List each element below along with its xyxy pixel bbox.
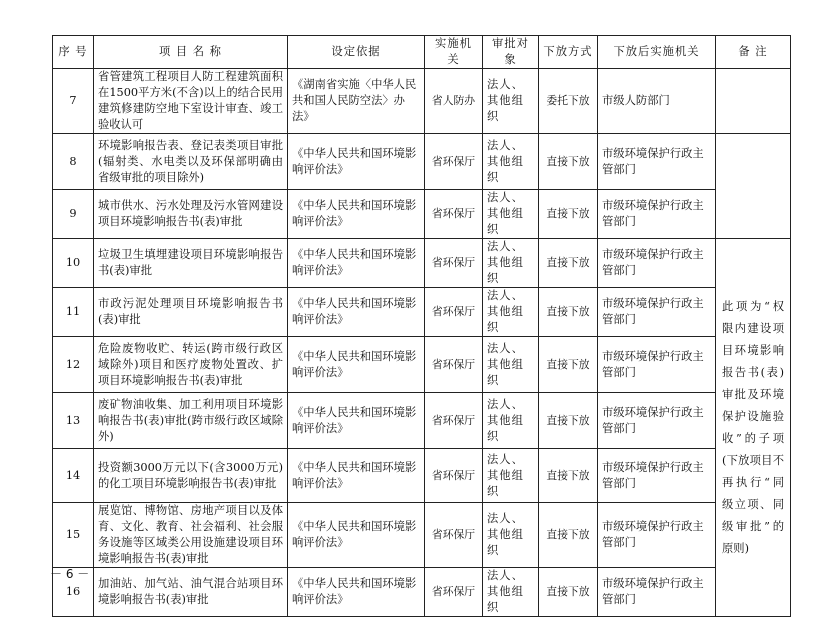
post-delegation-agency-cell: 市级环境保护行政主管部门 <box>598 288 716 337</box>
implementing-agency-cell: 省环保厅 <box>425 288 483 337</box>
table-body <box>53 69 791 617</box>
remark-cell <box>716 134 791 239</box>
legal-basis-cell: 《中华人民共和国环境影响评价法》 <box>288 568 425 617</box>
header-mode: 下放方式 <box>539 36 598 69</box>
row-number-cell: 13 <box>53 393 94 449</box>
post-delegation-agency-cell: 市级环境保护行政主管部门 <box>598 393 716 449</box>
table-row <box>53 69 791 134</box>
delegation-mode-cell: 直接下放 <box>539 337 598 393</box>
row-number-cell: 8 <box>53 134 94 190</box>
header-name: 项 目 名 称 <box>94 36 288 69</box>
table-row <box>53 449 791 503</box>
legal-basis-cell: 《中华人民共和国环境影响评价法》 <box>288 239 425 288</box>
legal-basis-cell: 《中华人民共和国环境影响评价法》 <box>288 503 425 568</box>
row-number-cell: 12 <box>53 337 94 393</box>
project-name-cell: 废矿物油收集、加工利用项目环境影响报告书(表)审批(跨市级行政区域除外) <box>94 393 288 449</box>
approval-target-cell: 法人、其他组织 <box>483 568 539 617</box>
table-row <box>53 503 791 568</box>
approval-target-cell: 法人、其他组织 <box>483 134 539 190</box>
legal-basis-cell: 《中华人民共和国环境影响评价法》 <box>288 393 425 449</box>
implementing-agency-cell: 省人防办 <box>425 69 483 134</box>
delegation-mode-cell: 直接下放 <box>539 449 598 503</box>
implementing-agency-cell: 省环保厅 <box>425 568 483 617</box>
table-row <box>53 134 791 190</box>
table-row <box>53 337 791 393</box>
project-name-cell: 展览馆、博物馆、房地产项目以及体育、文化、教育、社会福利、社会服务设施等区域类公用设施建设项目环境影响报告书(表)审批 <box>94 503 288 568</box>
approval-target-cell: 法人、其他组织 <box>483 449 539 503</box>
remark-cell <box>716 69 791 134</box>
legal-basis-cell: 《中华人民共和国环境影响评价法》 <box>288 134 425 190</box>
delegation-mode-cell: 直接下放 <box>539 134 598 190</box>
approval-target-cell: 法人、其他组织 <box>483 239 539 288</box>
implementing-agency-cell: 省环保厅 <box>425 449 483 503</box>
delegation-mode-cell: 直接下放 <box>539 568 598 617</box>
delegation-mode-cell: 直接下放 <box>539 393 598 449</box>
delegation-mode-cell: 直接下放 <box>539 190 598 239</box>
table-row <box>53 393 791 449</box>
implementing-agency-cell: 省环保厅 <box>425 337 483 393</box>
row-number-cell: 15 <box>53 503 94 568</box>
post-delegation-agency-cell: 市级人防部门 <box>598 69 716 134</box>
approval-target-cell: 法人、其他组织 <box>483 503 539 568</box>
table-row <box>53 568 791 617</box>
post-delegation-agency-cell: 市级环境保护行政主管部门 <box>598 503 716 568</box>
implementing-agency-cell: 省环保厅 <box>425 393 483 449</box>
post-delegation-agency-cell: 市级环境保护行政主管部门 <box>598 190 716 239</box>
post-delegation-agency-cell: 市级环境保护行政主管部门 <box>598 449 716 503</box>
project-name-cell: 加油站、加气站、油气混合站项目环境影响报告书(表)审批 <box>94 568 288 617</box>
post-delegation-agency-cell: 市级环境保护行政主管部门 <box>598 337 716 393</box>
implementing-agency-cell: 省环保厅 <box>425 239 483 288</box>
project-name-cell: 市政污泥处理项目环境影响报告书(表)审批 <box>94 288 288 337</box>
delegation-mode-cell: 直接下放 <box>539 239 598 288</box>
row-number-cell: 9 <box>53 190 94 239</box>
legal-basis-cell: 《中华人民共和国环境影响评价法》 <box>288 449 425 503</box>
approval-target-cell: 法人、其他组织 <box>483 337 539 393</box>
row-number-cell: 14 <box>53 449 94 503</box>
row-number-cell: 11 <box>53 288 94 337</box>
table-row <box>53 288 791 337</box>
row-number-cell: 16 <box>53 568 94 617</box>
project-name-cell: 环境影响报告表、登记表类项目审批(辐射类、水电类以及环保部明确由省级审批的项目除外) <box>94 134 288 190</box>
project-name-cell: 投资额3000万元以下(含3000万元)的化工项目环境影响报告书(表)审批 <box>94 449 288 503</box>
table-row <box>53 239 791 288</box>
approval-items-table <box>52 35 791 617</box>
table-header-row <box>53 36 791 69</box>
project-name-cell: 危险废物收贮、转运(跨市级行政区域除外)项目和医疗废物处置改、扩项目环境影响报告书(表)审批 <box>94 337 288 393</box>
approval-target-cell: 法人、其他组织 <box>483 69 539 134</box>
legal-basis-cell: 《中华人民共和国环境影响评价法》 <box>288 288 425 337</box>
post-delegation-agency-cell: 市级环境保护行政主管部门 <box>598 239 716 288</box>
header-agency: 实施机关 <box>425 36 483 69</box>
approval-target-cell: 法人、其他组织 <box>483 393 539 449</box>
post-delegation-agency-cell: 市级环境保护行政主管部门 <box>598 134 716 190</box>
legal-basis-cell: 《中华人民共和国环境影响评价法》 <box>288 337 425 393</box>
approval-target-cell: 法人、其他组织 <box>483 288 539 337</box>
implementing-agency-cell: 省环保厅 <box>425 134 483 190</box>
header-basis: 设定依据 <box>288 36 425 69</box>
merged-remark-cell: 此项为“权限内建设项目环境影响报告书(表)审批及环境保护设施验收”的子项(下放项目不再执行“同级立项、同级审批”的原则) <box>716 239 791 617</box>
row-number-cell: 7 <box>53 69 94 134</box>
header-after: 下放后实施机关 <box>598 36 716 69</box>
delegation-mode-cell: 委托下放 <box>539 69 598 134</box>
legal-basis-cell: 《中华人民共和国环境影响评价法》 <box>288 190 425 239</box>
project-name-cell: 垃圾卫生填埋建设项目环境影响报告书(表)审批 <box>94 239 288 288</box>
delegation-mode-cell: 直接下放 <box>539 288 598 337</box>
project-name-cell: 城市供水、污水处理及污水管网建设项目环境影响报告书(表)审批 <box>94 190 288 239</box>
header-remark: 备 注 <box>716 36 791 69</box>
header-no: 序 号 <box>53 36 94 69</box>
delegation-mode-cell: 直接下放 <box>539 503 598 568</box>
implementing-agency-cell: 省环保厅 <box>425 503 483 568</box>
implementing-agency-cell: 省环保厅 <box>425 190 483 239</box>
header-target: 审批对象 <box>483 36 539 69</box>
post-delegation-agency-cell: 市级环境保护行政主管部门 <box>598 568 716 617</box>
legal-basis-cell: 《湖南省实施〈中华人民共和国人民防空法〉办法》 <box>288 69 425 134</box>
row-number-cell: 10 <box>53 239 94 288</box>
table-row <box>53 190 791 239</box>
page-number: － 6 － <box>50 567 90 581</box>
approval-target-cell: 法人、其他组织 <box>483 190 539 239</box>
project-name-cell: 省管建筑工程项目人防工程建筑面积在1500平方米(不含)以上的结合民用建筑修建防空地下室设计审查、竣工验收认可 <box>94 69 288 134</box>
